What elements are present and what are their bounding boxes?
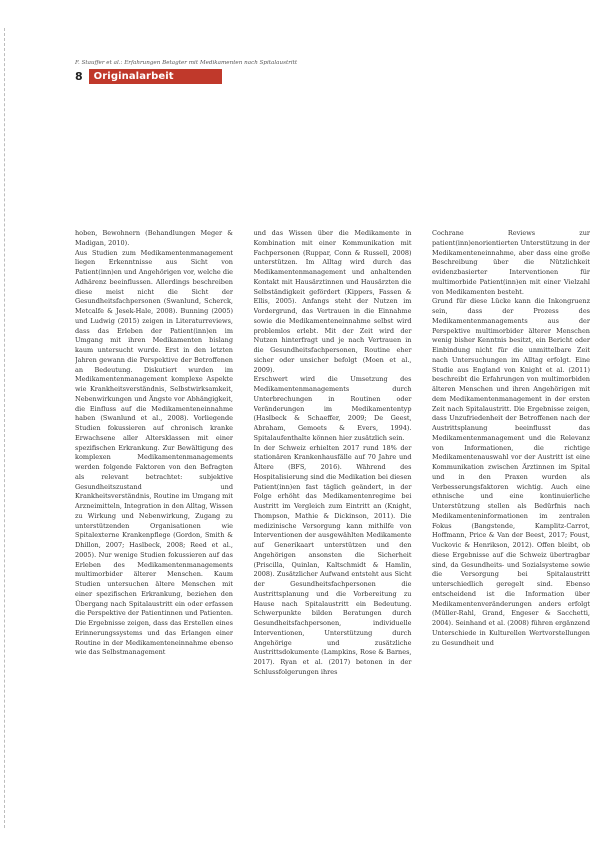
paragraph: und das Wissen über die Medikamente in Kombination mit einer Kommunikation mit Fachpersonen (Ruppar, Conn & Russell, 2008) unterstützen. Im Alltag wird durch das Medikamentenmanagement und anhaltenden Kontakt mit Hausärztinnen und Hausärzten die Selbständigkeit gefördert (Kippers, Fassen & Ellis, 2005). Anfangs steht der Nutzen im Vordergrund, das Vertrauen in die Einnahme sowie die Medikamenteneinnahme selbst wird problemlos erlebt. Mit der Zeit wird der Nutzen hinterfragt und je nach Vertrauen in die Gesundheitsfachpersonen, Routine eher sicher oder unsicher befolgt (Moen et al., 2009). bbox=[253, 229, 412, 374]
page-margin-guide bbox=[4, 28, 6, 828]
page-header bbox=[75, 69, 222, 84]
paragraph: Cochrane Reviews zur patient(inn)enorientierten Unterstützung in der Medikamenteneinnahme, aber dass eine große Beschreibung über die Nützlichkeit evidenzbasierter Interventionen für multimorbide Patient(inn)en mit einer Vielzahl von Medikamenten besteht. bbox=[432, 229, 590, 296]
text-column-left bbox=[75, 229, 233, 834]
paragraph: hoben, Bewohnern (Behandlungen Meger & Madigan, 2010). bbox=[75, 229, 233, 247]
page-number: 8 bbox=[75, 70, 83, 83]
text-column-right bbox=[432, 229, 590, 834]
paragraph: Erschwert wird die Umsetzung des Medikamentenmanagements durch Unterbrechungen in Routinen oder Veränderungen im Medikamententyp (Haslbeck & Schaeffer, 2009; De Geest, Abraham, Gemoets & Evers, 1994). Spitalaufenthalte können hier zusätzlich sein. bbox=[253, 375, 412, 442]
section-label: Originalarbeit bbox=[89, 69, 222, 84]
text-column-middle bbox=[254, 229, 412, 834]
paragraph: In der Schweiz erhielten 2017 rund 18% der stationären Krankenhausfälle auf 70 Jahre und Ältere (BFS, 2016). Während des Hospitalisierung sind die Medikation bei diesen Patient(inn)en fast täglich geändert, in der Folge erhöht das Medikamentenregime bei Austritt im Vergleich zum Eintritt an (Knight, Thompson, Mathie & Dickinson, 2011). Die medizinische Versorgung kann mithilfe von Interventionen der ausgewählten Medikamente auf Generikaart unterstützen und den Angehörigen ansonsten die Sicherheit (Priscilla, Quinlan, Kaltschmidt & Hamlin, 2008). Zusätzlicher Aufwand entsteht aus Sicht der Gesundheitsfachpersonen die Austrittsplanung und die Vorbereitung zu Hause nach Spitalaustritt ein Bedeutung. Schwerpunkte bilden Beratungen durch Gesundheitsfachpersonen, individuelle Interventionen, Unterstützung durch Angehörige und zusätzliche Austrittsdokumente (Lampkins, Rose & Barnes, 2017). Ryan et al. (2017) betonen in der Schlussfolgerungen ihres bbox=[253, 443, 412, 676]
paragraph: Aus Studien zum Medikamentenmanagement liegen Erkenntnisse aus Sicht von Patient(inn)en und Angehörigen vor, welche die Adhärenz beeinflussen. Allerdings beschreiben diese meist nicht die Sicht der Gesundheitsfachpersonen (Swanlund, Scherck, Metcalfe & Jesek-Hale, 2008). Bunning (2005) und Ludwig (2015) zeigen in Literaturreviews, dass das Erleben der Patient(inn)en im Umgang mit ihren Medikamenten bislang kaum untersucht wurde. Erst in den letzten Jahren gewann die Perspektive der Betroffenen an Bedeutung. Diskutiert wurden im Medikamentenmanagement komplexe Aspekte wie Krankheitsverständnis, Selbstwirksamkeit, Nebenwirkungen und Ängste vor Abhängigkeit, die Einfluss auf die Medikamenteneinnahme haben (Swanlund et al., 2008). Vorliegende Studien fokussieren auf chronisch kranke Erwachsene aller Altersklassen mit einer spezifischen Erkrankung. Zur Bewältigung des komplexen Medikamentenmanagements werden folgende Faktoren von den Befragten als relevant betrachtet: subjektive Gesundheitszustand und Krankheitsverständnis, Routine im Umgang mit Arzneimitteln, Integration in den Alltag, Wissen zu Wirkung und Nebenwirkung, Zugang zu unterstützenden Organisationen wie Spitalexterne Krankenpflege (Gordon, Smith & Dhillon, 2007; Haslbeck, 2008; Reed et al., 2005). Nur wenige Studien fokussieren auf das Erleben des Medikamentenmanagements multimorbider älterer Menschen. Kaum Studien untersuchen ältere Menschen mit einer spezifischen Erkrankung, beziehen den Übergang nach Spitalaustritt ein oder erfassen die Perspektive der Patientinnen und Patienten. Die Ergebnisse zeigen, dass das Erstellen eines Erinnerungssystems und das Erlangen einer Routine in der Medikamenteneinnahme ebenso wie das Selbstmanagement bbox=[75, 248, 233, 657]
paragraph: Grund für diese Lücke kann die Inkongruenz sein, dass der Prozess des Medikamentenmanagements aus der Perspektive multimorbider älterer Menschen wenig bisher Kenntnis besitzt, ein Bericht oder Einbindung nicht für die unmittelbare Zeit nach Untersuchungen im Alltag erfolgt. Eine Studie aus England von Knight et al. (2011) beschreibt die Erfahrungen von multimorbiden älteren Menschen und ihren Angehörigen mit dem Medikamentenmanagement in der ersten Zeit nach Spitalaustritt. Die Ergebnisse zeigen, dass Unzufriedenheit der Betroffenen nach der Austrittsplanung beeinflusst das Medikamentenmanagement und die Relevanz von Informationen, die richtige Medikamentenauswahl vor der Austritt ist eine Kommunikation zwischen Ärztinnen im Spital und in den Praxen wurden als Verbesserungsfaktoren wichtig. Auch eine ethnische und eine kontinuierliche Unterstützung stellen als Bedürfnis nach Medikamenteninformationen im zentralen Fokus (Bangstende, Kamplitz-Carrot, Hoffmann, Price & Van der Beest, 2017; Foust, Vuckovic & Henrikson, 2012). Offen bleibt, ob diese Ergebnisse auf die Schweiz übertragbar sind, da Gesundheits- und Sozialsysteme sowie die Versorgung bei Spitalaustritt unterschiedlich geregelt sind. Ebenso entscheidend ist die Information über Medikamentenveränderungen anders erfolgt (Müller-Rahl, Grand, Engeser & Sacchetti, 2004). Seinhand et al. (2008) führen ergänzend Unterschiede in Kulturellen Wertvorstellungen zu Gesundheit und bbox=[432, 297, 590, 647]
running-head: F. Stauffer et al.: Erfahrungen Betagter mit Medikamenten nach Spitalaustritt bbox=[75, 60, 298, 66]
article-body bbox=[75, 229, 590, 834]
